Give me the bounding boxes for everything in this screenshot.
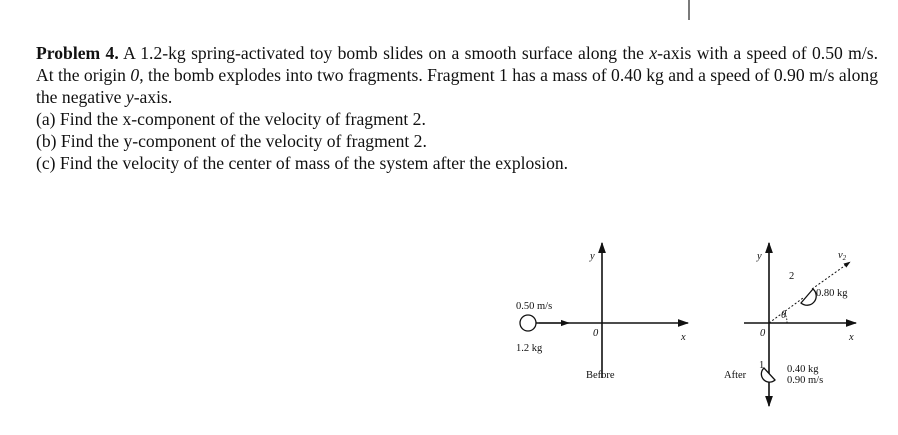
- x-axis-word: x: [649, 43, 658, 63]
- fragment1-mass-label: 0.40 kg: [787, 364, 819, 375]
- statement-part: -axis with a speed of 0.50 m/s. At the origin: [36, 43, 878, 85]
- question-a: (a) Find the x-component of the velocity of fragment 2.: [36, 109, 426, 129]
- before-x-label: x: [681, 332, 686, 343]
- bomb-speed-label: 0.50 m/s: [516, 301, 553, 312]
- before-caption: Before: [586, 370, 615, 381]
- after-y-label: y: [757, 251, 762, 262]
- y-axis-word: y: [125, 87, 134, 107]
- statement-part: -axis.: [133, 87, 173, 107]
- after-caption: After: [724, 370, 747, 381]
- statement-part: A 1.2-kg spring-activated toy bomb slides on a smooth surface along the: [118, 43, 650, 63]
- fragment2-icon: [801, 289, 816, 305]
- origin-symbol: 0: [130, 65, 140, 85]
- v2-label: v2: [838, 250, 847, 262]
- problem-label: Problem 4.: [36, 43, 119, 63]
- fragment2-mass-label: 0.80 kg: [816, 288, 848, 299]
- fragment2-number: 2: [789, 271, 795, 282]
- before-y-label: y: [590, 251, 595, 262]
- question-c: (c) Find the velocity of the center of mass of the system after the explosion.: [36, 153, 569, 173]
- after-x-label: x: [849, 332, 854, 343]
- fragment1-number: 1: [759, 360, 765, 371]
- statement-part: , the bomb explodes into two fragments. Fragment 1 has a mass of 0.40 kg and a speed of 0.90 m/s along the negative: [36, 65, 878, 107]
- bomb-mass-label: 1.2 kg: [516, 343, 543, 354]
- bomb-icon: [520, 315, 536, 331]
- before-panel: [516, 243, 688, 381]
- question-b: (b) Find the y-component of the velocity of fragment 2.: [36, 131, 427, 151]
- after-panel: [724, 243, 856, 406]
- fragment1-speed-label: 0.90 m/s: [787, 375, 824, 386]
- theta-label: θ: [781, 310, 787, 321]
- before-origin-label: 0: [593, 328, 599, 339]
- fragment2-velocity-arrow: [812, 262, 850, 289]
- after-origin-label: 0: [760, 328, 766, 339]
